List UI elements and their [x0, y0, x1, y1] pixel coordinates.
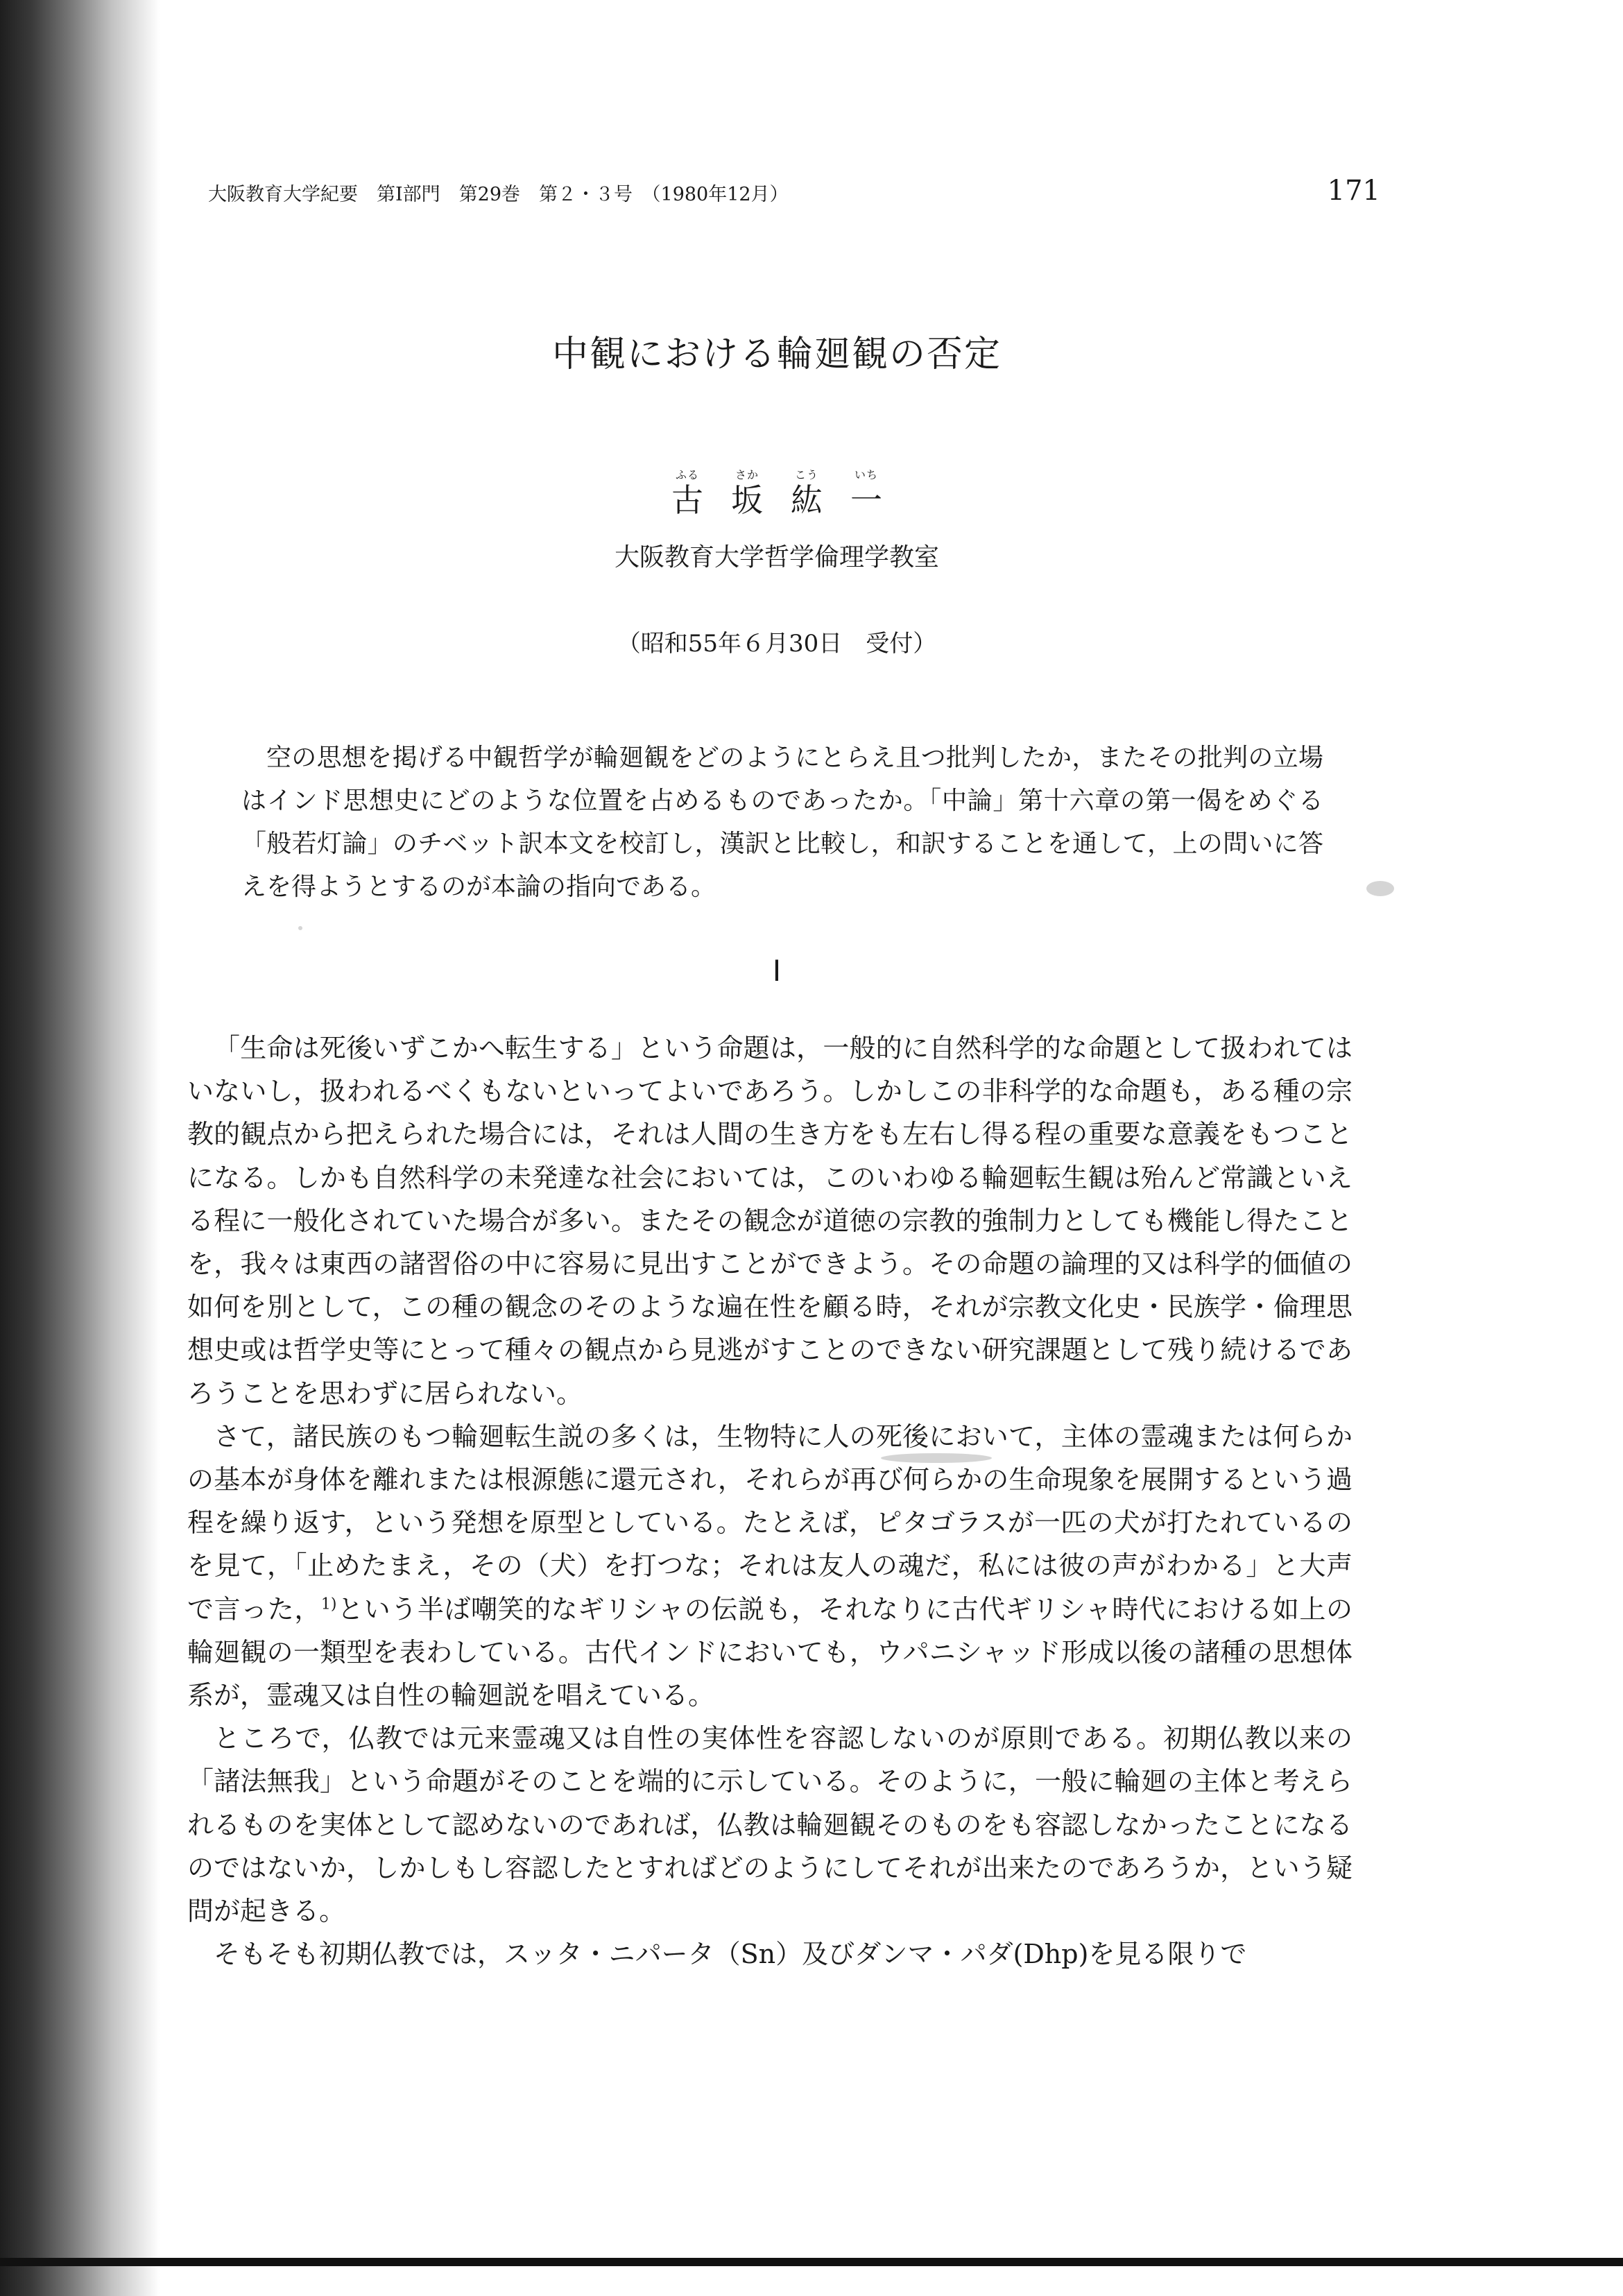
author-ruby: ふる [675, 468, 699, 481]
scan-speck [1366, 881, 1394, 896]
paragraph: そもそも初期仏教では，スッタ・ニパータ（Sn）及びダンマ・パダ(Dhp)を見る限りで [214, 1939, 1247, 1970]
abstract [241, 737, 1323, 909]
page-number: 171 [1327, 175, 1380, 207]
journal-info: 大阪教育大学紀要 第Ⅰ部門 第29巻 第２・３号 （1980年12月） [208, 184, 789, 205]
author-char: ふる 古 [671, 468, 703, 519]
author-ruby: いち [854, 468, 878, 481]
author-char: いち 一 [850, 468, 882, 519]
author-char: こう 紘 [791, 468, 823, 519]
body-text [187, 1027, 1352, 1976]
paragraph: ところで，仏教では元来霊魂又は自性の実体性を容認しないのが原則である。初期仏教以来の「諸法無我」という命題がそのことを端的に示している。そのように，一般に輪廻の主体と考えられるものを実体として認めないのであれば，仏教は輪廻観そのものをも容認しなかったことになるのではないか，しかしもし容認したとすればどのようにしてそれが出来たのであろうか，という疑問が起きる。 [187, 1723, 1352, 1927]
page [187, 0, 1380, 2220]
footnote-mark: 1) [320, 1595, 337, 1613]
paper-title: 中観における輪廻観の否定 [551, 334, 1002, 375]
author-ruby: こう [794, 468, 818, 481]
section-heading: Ⅰ [772, 956, 782, 988]
paragraph: 「生命は死後いずこかへ転生する」という命題は，一般的に自然科学的な命題として扱われてはいないし，扱われるべくもないといってよいであろう。しかしこの非科学的な命題も，ある種の宗教的観点から把えられた場合には，それは人間の生き方をも左右し得る程の重要な意義をもつことになる。しかも自然科学の未発達な社会においては，このいわゆる輪廻転生観は殆んど常識といえる程に一般化されていた場合が多い。またその観念が道徳の宗教的強制力としても機能し得たことを，我々は東西の諸習俗の中に容易に見出すことができよう。その命題の論理的又は科学的価値の如何を別として，この種の観念のそのような遍在性を顧る時，それが宗教文化史・民族学・倫理思想史或は哲学史等にとって種々の観点から見逃がすことのできない研究課題として残り続けるであろうことを思わずに居られない。 [187, 1033, 1352, 1409]
scan-speck [881, 1453, 992, 1463]
paragraph: さて，諸民族のもつ輪廻転生説の多くは，生物特に人の死後において，主体の霊魂または何らかの基本が身体を離れまたは根源態に還元され，それらが再び何らかの生命現象を展開するという過程を繰り返す，という発想を原型としている。たとえば，ピタゴラスが一匹の犬が打たれているのを見て，「止めたまえ，その（犬）を打つな；それは友人の魂だ，私には彼の声がわかる」と大声で言った，$^{1)}$という半ば嘲笑的なギリシャの伝説も，それなりに古代ギリシャ時代における如上の輪廻観の一類型を表わしている。古代インドにおいても，ウパニシャッド形成以後の諸種の思想体系が，霊魂又は自性の輪廻説を唱えている。 [187, 1421, 1352, 1711]
scan-speck [298, 926, 302, 930]
received-date: （昭和55年６月30日 受付） [617, 630, 937, 658]
scan-edge-shadow [0, 0, 160, 2296]
author-ruby: さか [735, 468, 759, 481]
abstract-text: 空の思想を掲げる中観哲学が輪廻観をどのようにとらえ且つ批判したか，またその批判の立場はインド思想史にどのような位置を占めるものであったか。「中論」第十六章の第一偈をめぐる「般若灯論」のチベット訳本文を校訂し，漢訳と比較し，和訳することを通して，上の問いに答えを得ようとするのが本論の指向である。 [241, 744, 1324, 901]
bottom-rule [0, 2258, 1623, 2266]
running-header [208, 175, 1380, 216]
affiliation: 大阪教育大学哲学倫理学教室 [614, 543, 939, 572]
author-name [187, 451, 1366, 518]
author-char: さか 坂 [731, 468, 763, 519]
